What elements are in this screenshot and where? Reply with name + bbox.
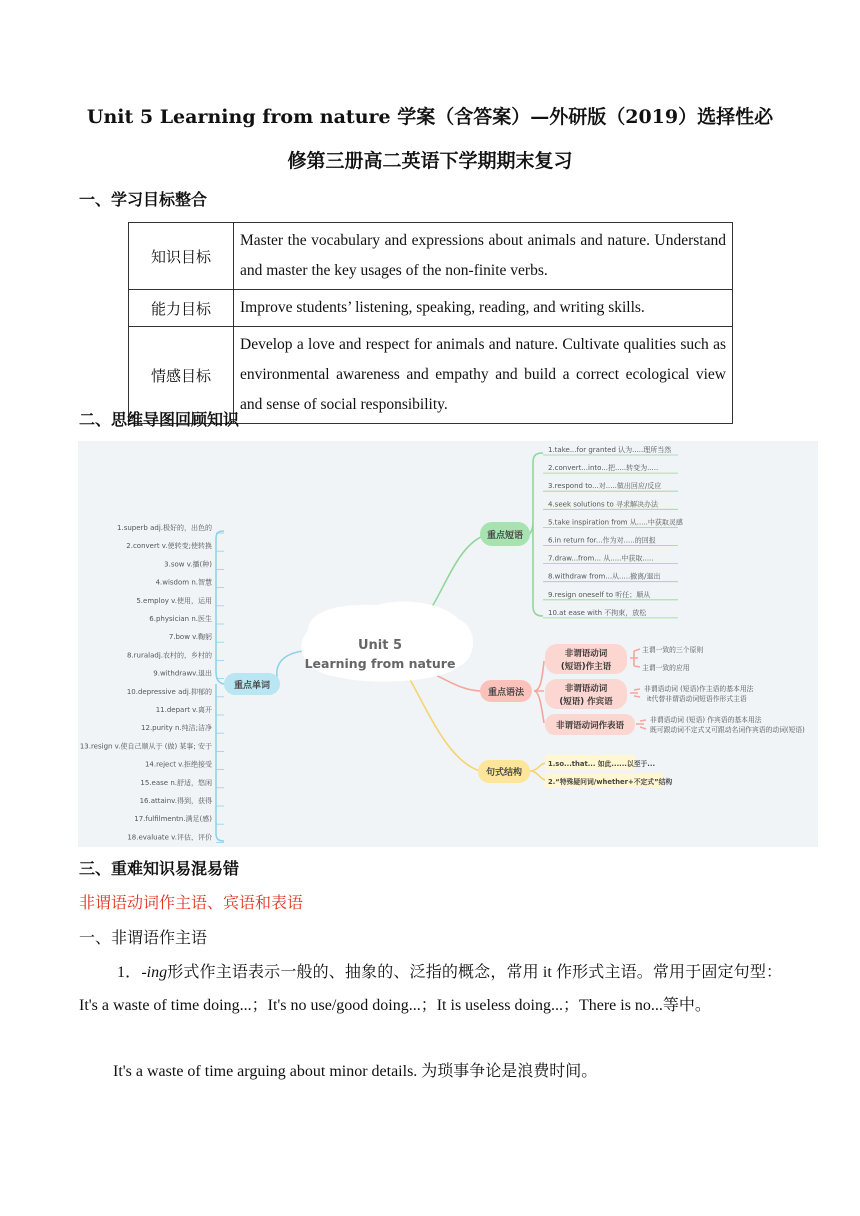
- phrase-item: 5.take inspiration from 从.....中获取灵感: [548, 518, 683, 527]
- vocab-item: 11.depart v.离开: [155, 706, 212, 714]
- vocab-item: 8.ruraladj.农村的，乡村的: [126, 651, 212, 660]
- phrase-item: 1.take...for granted 认为.....理所当然: [548, 446, 672, 454]
- vocab-item: 18.evaluate v.评估，评价: [127, 833, 212, 842]
- goal-label: 情感目标: [129, 327, 234, 424]
- vocab-item: 9.withdrawv.退出: [153, 669, 212, 678]
- phrase-item: 6.in return for...作为对.....的回报: [548, 536, 656, 545]
- phrase-item: 9.resign oneself to 听任；顺从: [548, 590, 651, 599]
- grammar-note-bracket: [630, 689, 640, 697]
- learning-goals-table: [128, 222, 733, 424]
- document-title-line1: Unit 5 Learning from nature 学案（含答案）—外研版（2019）选择性必: [86, 106, 774, 128]
- subsection-heading: 一、非谓语作主语: [79, 928, 208, 947]
- phrase-item: 3.respond to...对.....做出回应/反应: [548, 482, 662, 491]
- goal-text: Master the vocabulary and expressions about animals and nature. Understand and master the key usages of the non-finite verbs.: [234, 223, 733, 290]
- grammar-note: it代替非谓语动词短语作形式主语: [647, 695, 747, 703]
- sentence-item: 2.“特殊疑问词/whether+不定式”结构: [548, 778, 673, 786]
- vocab-item: 12.purity n.纯洁;洁净: [141, 724, 212, 733]
- grammar-note: 非谓语动词 (短语) 作宾语的基本用法: [650, 716, 762, 724]
- vocab-node: [224, 673, 280, 695]
- phrase-item: 7.draw...from... 从.....中获取.....: [548, 554, 654, 563]
- grammar-subnode-predicative: [545, 714, 635, 735]
- section-heading-difficult: 三、重难知识易混易错: [79, 859, 240, 878]
- grammar-subnode-subject: [545, 644, 627, 674]
- ing-form: -ing: [141, 964, 168, 981]
- table-row: [129, 223, 733, 290]
- vocab-item: 5.employ v.使用，运用: [136, 596, 212, 605]
- vocab-item: 1.superb adj.极好的，出色的: [117, 524, 212, 532]
- phrase-node: [480, 522, 530, 546]
- vocab-item: 4.wisdom n.智慧: [155, 578, 212, 587]
- vocab-item: 7.bow v.鞠躬: [168, 633, 212, 642]
- red-topic-heading: 非谓语动词作主语、宾语和表语: [79, 893, 304, 912]
- paragraph-text: 形式作主语表示一般的、抽象的、泛指的概念，常用 it 作形式主语。常用于固定句型：It's a waste of time doing...；It's no use/good doing...；It is useless doing...；There is no...等中。: [79, 964, 782, 1014]
- center-node-subtitle: Learning from nature: [304, 656, 456, 671]
- phrase-item: 10.at ease with 不拘束，放松: [548, 608, 647, 617]
- paragraph-ing-subject: [79, 956, 782, 1022]
- grammar-bracket: [534, 661, 544, 723]
- vocab-item: 3.sow v.播(种): [164, 560, 212, 569]
- grammar-note: 既可跟动词不定式又可跟动名词作宾语的动词(短语): [650, 726, 805, 734]
- center-node: [301, 602, 473, 682]
- connector-vocab: [277, 651, 303, 684]
- table-row: [129, 290, 733, 327]
- sentence-item: 1.so...that... 如此......以至于...: [548, 760, 656, 768]
- vocab-item: 10.depressive adj.抑郁的: [126, 687, 212, 696]
- grammar-node-label: 重点语法: [487, 688, 525, 698]
- example-sentence: It's a waste of time arguing about minor details. 为琐事争论是浪费时间。: [113, 1063, 598, 1080]
- phrase-item: 8.withdraw from...从.....撤离/退出: [548, 572, 661, 581]
- sentence-bracket: [530, 763, 546, 780]
- grammar-note: 非谓语动词 (短语)作主语的基本用法: [644, 685, 754, 693]
- grammar-note-bracket: [630, 649, 640, 667]
- grammar-subnode-line1: 非谓语动词: [564, 649, 608, 659]
- goal-label: 知识目标: [129, 223, 234, 290]
- section-heading-goals: 一、学习目标整合: [79, 190, 208, 209]
- mind-map-svg: [78, 441, 818, 847]
- grammar-note: 主谓一致的应用: [642, 664, 690, 672]
- phrase-node-label: 重点短语: [486, 531, 524, 541]
- vocab-item: 6.physician n.医生: [149, 615, 212, 623]
- grammar-subnode-object: [545, 679, 627, 709]
- vocab-item: 16.attainv.得到，获得: [139, 797, 212, 805]
- vocab-item: 15.ease n.舒适，悠闲: [140, 778, 212, 787]
- grammar-subnode-line1: 非谓语动词作表语: [555, 721, 625, 731]
- vocab-item: 2.convert v.使转变;使转换: [126, 542, 212, 551]
- phrase-item: 4.seek solutions to 寻求解决办法: [548, 500, 659, 509]
- grammar-note-bracket: [636, 720, 646, 729]
- sentence-node: [478, 760, 530, 783]
- vocab-item: 17.fulfilmentn.满足(感): [134, 815, 212, 824]
- vocab-node-label: 重点单词: [233, 681, 271, 691]
- grammar-subnode-line2: (短语) 作宾语: [559, 697, 613, 707]
- vocab-item: 13.resign v.使自己顺从于 (做) 某事; 安于: [79, 742, 212, 751]
- grammar-note: 主谓一致的三个原则: [642, 646, 704, 654]
- sentence-node-label: 句式结构: [485, 768, 523, 778]
- document-title-line2: 修第三册高二英语下学期期末复习: [287, 150, 573, 172]
- goal-text: Develop a love and respect for animals and nature. Cultivate qualities such as environmental awareness and empathy and build a correct ecological view and sense of social responsibility.: [234, 327, 733, 424]
- connector-sentences: [408, 676, 480, 771]
- section-heading-mindmap: 二、思维导图回顾知识: [79, 410, 240, 429]
- paragraph-number: 1．: [117, 964, 142, 981]
- mind-map: [78, 441, 818, 847]
- vocab-item: 14.reject v.拒绝接受: [144, 760, 212, 769]
- goal-text: Improve students’ listening, speaking, reading, and writing skills.: [234, 290, 733, 327]
- goal-label: 能力目标: [129, 290, 234, 327]
- grammar-node: [480, 680, 532, 702]
- phrase-item: 2.convert...into...把.....转变为.....: [548, 464, 659, 473]
- grammar-subnode-line1: 非谓语动词: [564, 684, 608, 694]
- center-node-title: Unit 5: [357, 638, 403, 653]
- grammar-subnode-line2: (短语)作主语: [560, 662, 612, 672]
